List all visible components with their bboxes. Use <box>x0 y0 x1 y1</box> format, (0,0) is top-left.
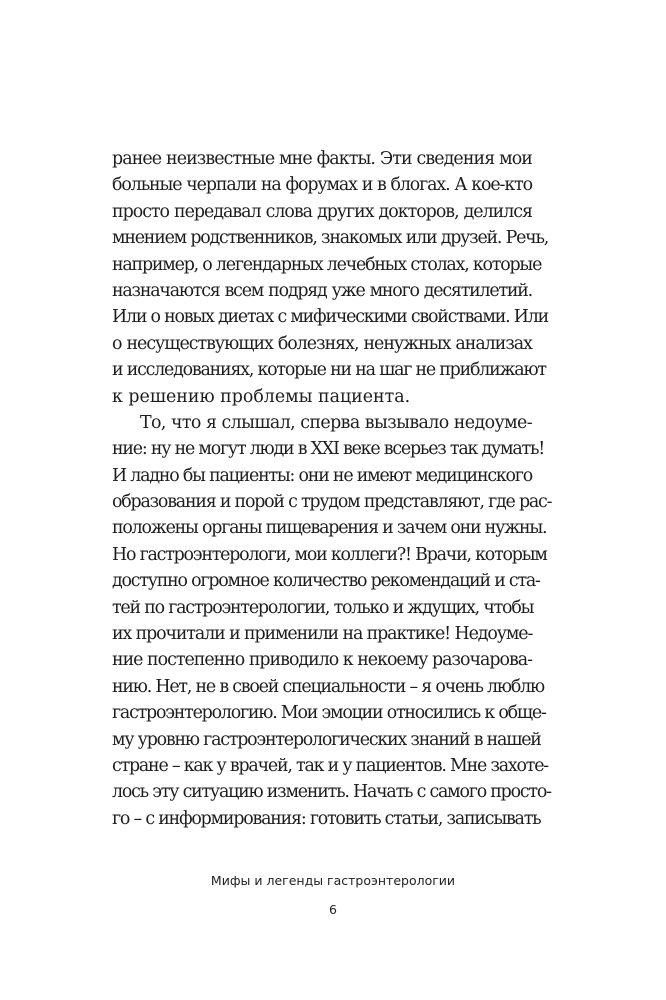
text-line: И ладно бы пациенты: они не имеют медицинского <box>112 465 532 486</box>
paragraph-start-line: То, что я слышал, сперва вызывало недоуме- <box>140 412 532 433</box>
text-line: о несуществующих болезнях, ненужных анализах <box>112 333 532 354</box>
text-line: лось эту ситуацию изменить. Начать с самого просто- <box>112 782 551 803</box>
text-line: положены органы пищеварения и зачем они нужны. <box>112 518 547 539</box>
text-line: стране – как у врачей, так и у пациентов. Мне захоте- <box>112 755 548 776</box>
text-line: их прочитали и применили на практике! Недоуме- <box>112 624 533 645</box>
text-line: больные черпали на форумах и в блогах. А кое-кто <box>112 175 532 196</box>
text-line: мнением родственников, знакомых или друзей. Речь, <box>112 228 549 249</box>
text-line: образования и порой с трудом представляют, где рас- <box>112 492 552 513</box>
text-line: ние: ну не могут люди в XXI веке всерьез так думать! <box>112 439 545 460</box>
text-line: ранее неизвестные мне факты. Эти сведения мои <box>112 149 532 169</box>
running-footer-title: Мифы и легенды гастроэнтерологии <box>210 873 456 888</box>
text-line: ние постепенно приводило к некоему разочарова- <box>112 650 532 671</box>
page-number: 6 <box>329 902 337 917</box>
text-line: доступно огромное количество рекомендаций и ста- <box>112 571 540 592</box>
text-line: гастроэнтерологию. Мои эмоции относились к обще- <box>112 703 546 724</box>
body-text <box>112 146 552 832</box>
text-line: Или о новых диетах с мифическими свойствами. Или <box>112 307 548 328</box>
text-line: нию. Нет, не в своей специальности – я очень люблю <box>112 676 544 697</box>
text-line: например, о легендарных лечебных столах, которые <box>112 254 542 275</box>
text-line: и исследованиях, которые ни на шаг не приближают <box>112 360 546 381</box>
text-line: назначаются всем подряд уже много десятилетий. <box>112 280 532 301</box>
text-line: му уровню гастроэнтерологических знаний в нашей <box>112 729 541 750</box>
paragraph-end-line: к решению проблемы пациента. <box>112 386 411 407</box>
text-line: Но гастроэнтерологи, мои коллеги?! Врачи, которым <box>112 544 547 565</box>
text-line: тей по гастроэнтерологии, только и ждущих, чтобы <box>112 597 534 618</box>
text-line: го – с информирования: готовить статьи, записывать <box>112 808 541 829</box>
text-line: просто передавал слова других докторов, делился <box>112 201 532 222</box>
